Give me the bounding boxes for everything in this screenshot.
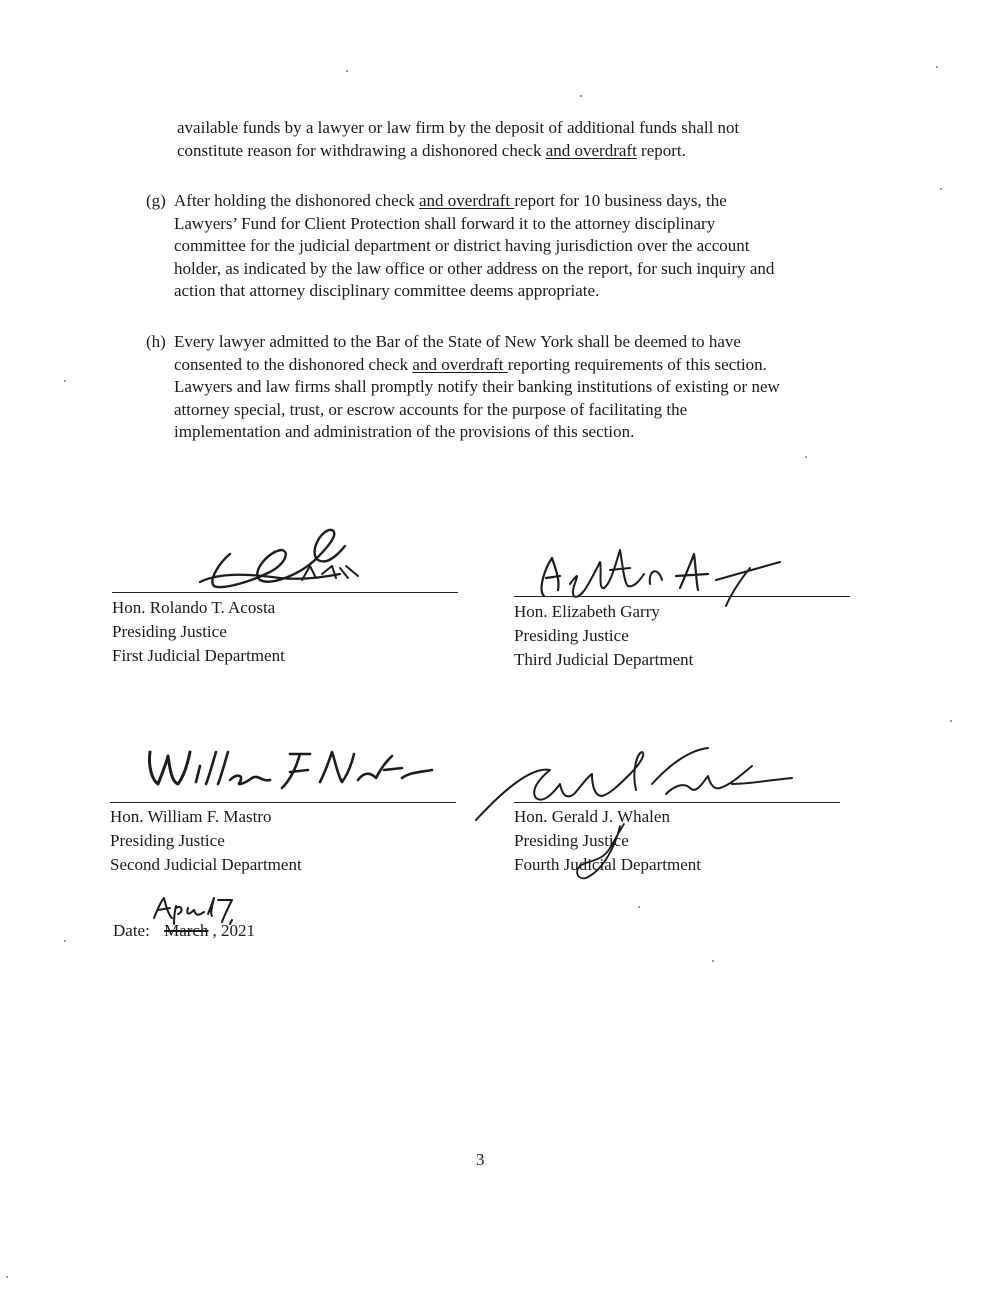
signature-line <box>514 596 850 597</box>
paragraph-continued <box>177 117 739 162</box>
signatory-title: Presiding Justice <box>110 831 225 850</box>
text-line: implementation and administration of the provisions of this section. <box>174 422 635 441</box>
scan-speck <box>805 456 807 458</box>
struck-month: March <box>164 921 209 940</box>
signature-line <box>514 802 840 803</box>
page-number: 3 <box>476 1150 485 1169</box>
signatory-name: Hon. Rolando T. Acosta <box>112 598 276 617</box>
date-year: , 2021 <box>212 921 255 940</box>
text-line: After holding the dishonored check and overdraft report for 10 business days, the <box>174 191 727 210</box>
underlined-insert: and overdraft <box>545 140 637 160</box>
date-label: Date: <box>113 921 150 940</box>
signatory-name: Hon. Gerald J. Whalen <box>514 807 670 826</box>
underlined-insert: and overdraft <box>419 191 515 210</box>
text-line: committee for the judicial department or district having jurisdiction over the account <box>174 236 750 255</box>
signatory-department: Second Judicial Department <box>110 855 302 874</box>
paragraph-g <box>146 190 775 303</box>
scan-speck <box>64 380 66 382</box>
signature-acosta-icon <box>190 522 380 594</box>
scan-speck <box>346 70 348 72</box>
signatory-title: Presiding Justice <box>112 622 227 641</box>
text-line: Lawyers and law firms shall promptly notify their banking institutions of existing or new <box>174 377 780 396</box>
signature-line <box>110 802 456 803</box>
paragraph-h <box>146 331 780 444</box>
signature-block-mastro <box>110 805 302 877</box>
signature-block-acosta <box>112 596 285 668</box>
signatory-title: Presiding Justice <box>514 831 629 850</box>
signatory-title: Presiding Justice <box>514 626 629 645</box>
signature-block-whalen <box>514 805 701 877</box>
signatory-department: Third Judicial Department <box>514 650 694 669</box>
paragraph-marker: (g) <box>146 191 166 210</box>
scan-speck <box>940 188 942 190</box>
signature-block-garry <box>514 600 693 672</box>
scan-speck <box>950 720 952 722</box>
text-line: holder, as indicated by the law office or other address on the report, for such inquiry and <box>174 258 775 278</box>
signatory-name: Hon. William F. Mastro <box>110 807 272 826</box>
text-line: available funds by a lawyer or law firm by the deposit of additional funds shall not <box>177 118 740 137</box>
signatory-name: Hon. Elizabeth Garry <box>514 602 660 621</box>
text-line: attorney special, trust, or escrow accounts for the purpose of facilitating the <box>174 399 688 419</box>
date-line <box>113 921 255 941</box>
scan-speck <box>64 940 66 942</box>
scan-speck <box>936 66 938 68</box>
text-line: Every lawyer admitted to the Bar of the State of New York shall be deemed to have <box>174 332 741 351</box>
text-line: constitute reason for withdrawing a dishonored check and overdraft report. <box>177 140 686 160</box>
scan-speck <box>6 1276 8 1278</box>
scan-speck <box>638 906 640 908</box>
signature-line <box>112 592 458 593</box>
paragraph-marker: (h) <box>146 332 166 351</box>
scan-speck <box>580 95 582 97</box>
scan-speck <box>712 960 714 962</box>
signatory-department: First Judicial Department <box>112 646 285 665</box>
underlined-insert: and overdraft <box>412 354 508 374</box>
signature-mastro-icon <box>140 744 440 800</box>
text-line: action that attorney disciplinary committee deems appropriate. <box>174 281 600 300</box>
text-line: consented to the dishonored check and overdraft reporting requirements of this section. <box>174 354 767 374</box>
text-line: Lawyers’ Fund for Client Protection shall forward it to the attorney disciplinary <box>174 213 716 233</box>
signatory-department: Fourth Judicial Department <box>514 855 701 874</box>
